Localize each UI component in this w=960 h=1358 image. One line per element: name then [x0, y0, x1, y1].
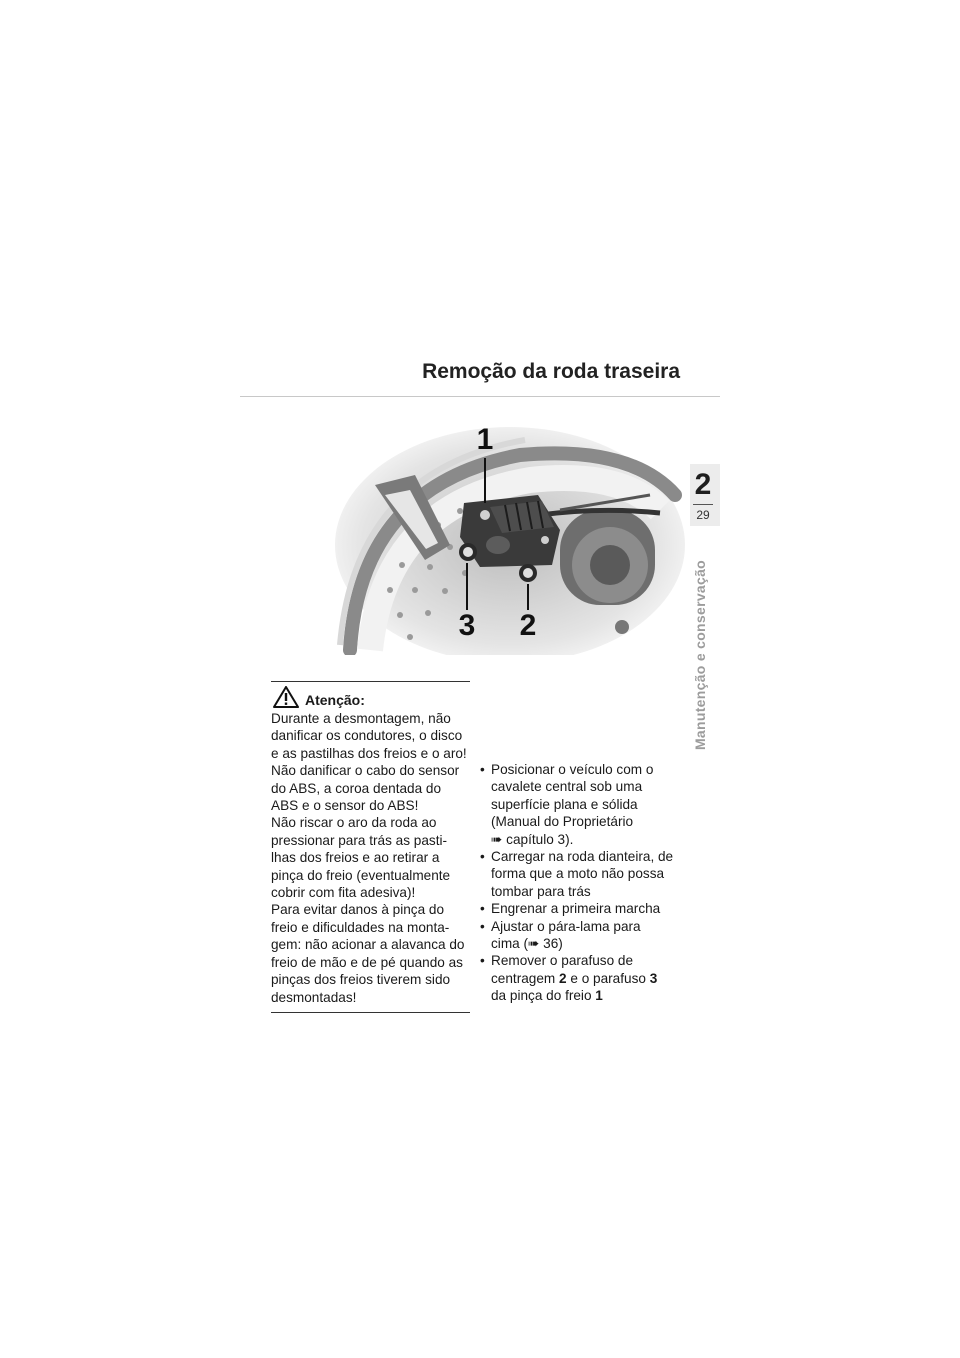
warning-line: pinças dos freios tiverem sido — [271, 972, 451, 988]
step-line — [491, 987, 683, 1004]
chapter-tab — [686, 464, 720, 526]
procedure-steps — [478, 761, 683, 1005]
procedure-step — [478, 952, 683, 1004]
warning-header — [273, 684, 470, 708]
step-line — [491, 970, 683, 987]
warning-line: Durante a desmontagem, não — [271, 711, 451, 726]
step-line: forma que a moto não possa — [491, 866, 665, 882]
page-title: Remoção da roda traseira — [422, 360, 680, 383]
warning-line: Não danificar o cabo do sensor — [271, 763, 460, 779]
brake-caliper-figure — [330, 415, 690, 655]
warning-line: e as pastilhas dos freios e o aro! — [271, 745, 467, 761]
part-ref-3: 3 — [649, 970, 658, 986]
brake-caliper-illustration — [330, 415, 690, 655]
step-line: • Remover o parafuso de — [491, 953, 634, 969]
step-line: (Manual do Proprietário — [491, 814, 634, 830]
warning-line: ABS e o sensor do ABS! — [271, 798, 419, 814]
chapter-side-label: Manutenção e conservação — [692, 559, 708, 751]
warning-line: desmontadas! — [271, 989, 357, 1005]
step-text: da pinça do freio — [491, 988, 596, 1004]
step-line: superfície plana e sólida — [491, 796, 638, 812]
step-line: • Carregar na roda dianteira, de — [491, 849, 674, 865]
step-line: cima (➠ 36) — [491, 936, 563, 952]
callout-label-2: 2 — [519, 609, 537, 642]
warning-title: Atenção: — [305, 692, 365, 708]
part-ref-2: 2 — [559, 970, 567, 986]
warning-line: pinça do freio (eventualmente — [271, 867, 451, 883]
warning-triangle-icon — [273, 686, 299, 708]
procedure-step — [478, 918, 683, 953]
chapter-divider — [693, 504, 713, 505]
page-number: 29 — [696, 508, 710, 522]
step-line: ➠ capítulo 3). — [491, 831, 574, 847]
warning-box — [271, 681, 470, 1013]
procedure-step — [478, 761, 683, 848]
warning-line: Não riscar o aro da roda ao — [271, 815, 437, 831]
title-divider — [240, 396, 720, 397]
part-ref-1: 1 — [595, 988, 603, 1004]
warning-line: do ABS, a coroa dentada do — [271, 780, 442, 796]
chapter-number: 2 — [694, 468, 712, 501]
warning-line: lhas dos freios e ao retirar a — [271, 850, 440, 866]
warning-line: cobrir com fita adesiva)! — [271, 885, 416, 901]
step-line: cavalete central sob uma — [491, 779, 643, 795]
warning-line: Para evitar danos à pinça do — [271, 902, 445, 918]
step-line: • Engrenar a primeira marcha — [491, 901, 661, 917]
step-line: tombar para trás — [491, 883, 591, 899]
step-text: centragem — [491, 970, 560, 986]
step-line: • Posicionar o veículo com o — [491, 762, 654, 777]
callout-label-3: 3 — [458, 609, 476, 642]
procedure-step — [478, 848, 683, 900]
warning-line: danificar os condutores, o disco — [271, 728, 463, 744]
warning-text — [271, 710, 470, 1006]
warning-line: freio e dificuldades na monta- — [271, 919, 450, 935]
callout-label-1: 1 — [476, 423, 494, 456]
procedure-step — [478, 900, 683, 917]
warning-line: pressionar para trás as pasti- — [271, 832, 448, 848]
step-text: e o parafuso — [566, 970, 650, 986]
step-line: • Ajustar o pára-lama para — [491, 918, 641, 934]
warning-line: freio de mão e de pé quando as — [271, 954, 463, 970]
warning-line: gem: não acionar a alavanca do — [271, 937, 465, 953]
